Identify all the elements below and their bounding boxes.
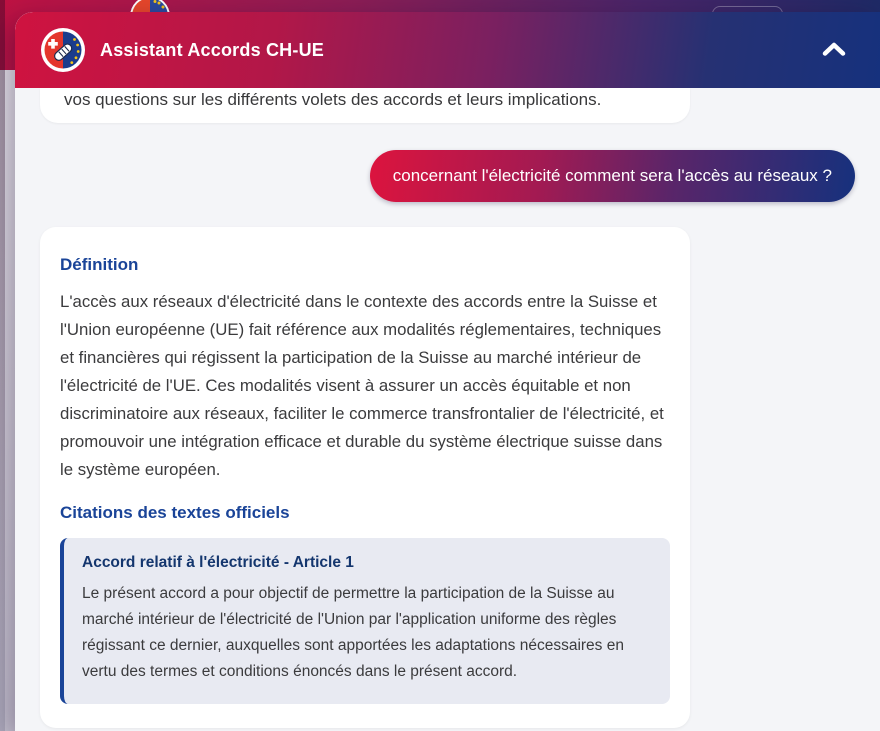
chat-message-area xyxy=(15,88,880,731)
user-message-bubble xyxy=(370,150,855,202)
definition-heading: Définition xyxy=(60,255,139,274)
assistant-answer-card xyxy=(40,227,690,728)
assistant-title: Assistant Accords CH-UE xyxy=(100,39,324,60)
page-left-margin xyxy=(0,70,16,731)
chevron-up-icon xyxy=(822,41,846,60)
citation-block xyxy=(60,538,670,704)
user-message-row xyxy=(40,150,855,202)
citation-text: Le présent accord a pour objectif de permettre la participation de la Suisse au marché intérieur de l'électricité de l'Union par l'application uniforme des règles régissant ce dernier, auxquelles sont apportées les adaptations nécessaires en vertu des termes et conditions énoncés dans le présent accord. xyxy=(82,585,624,680)
citations-heading: Citations des textes officiels xyxy=(60,503,290,522)
collapse-button[interactable] xyxy=(818,37,850,64)
user-message-text: concernant l'électricité comment sera l'accès au réseaux ? xyxy=(392,166,832,185)
swiss-eu-handshake-logo-icon xyxy=(41,28,85,72)
chat-widget xyxy=(15,12,880,731)
chat-header xyxy=(15,12,880,88)
assistant-message-bubble xyxy=(40,88,690,123)
assistant-message-text: vos questions sur les différents volets des accords et leurs implications. xyxy=(64,90,602,109)
citation-source-title: Accord relatif à l'électricité - Article 1 xyxy=(82,554,354,571)
definition-text: L'accès aux réseaux d'électricité dans le contexte des accords entre la Suisse et l'Union européenne (UE) fait référence aux modalités réglementaires, techniques et financières qui régissent la participation de la Suisse au marché intérieur de l'électricité de l'UE. Ces modalités visent à assurer un accès équitable et non discriminatoire aux réseaux, faciliter le commerce transfrontalier de l'électricité, et promouvoir une intégration efficace et durable du système électrique suisse dans le système européen. xyxy=(60,292,664,479)
